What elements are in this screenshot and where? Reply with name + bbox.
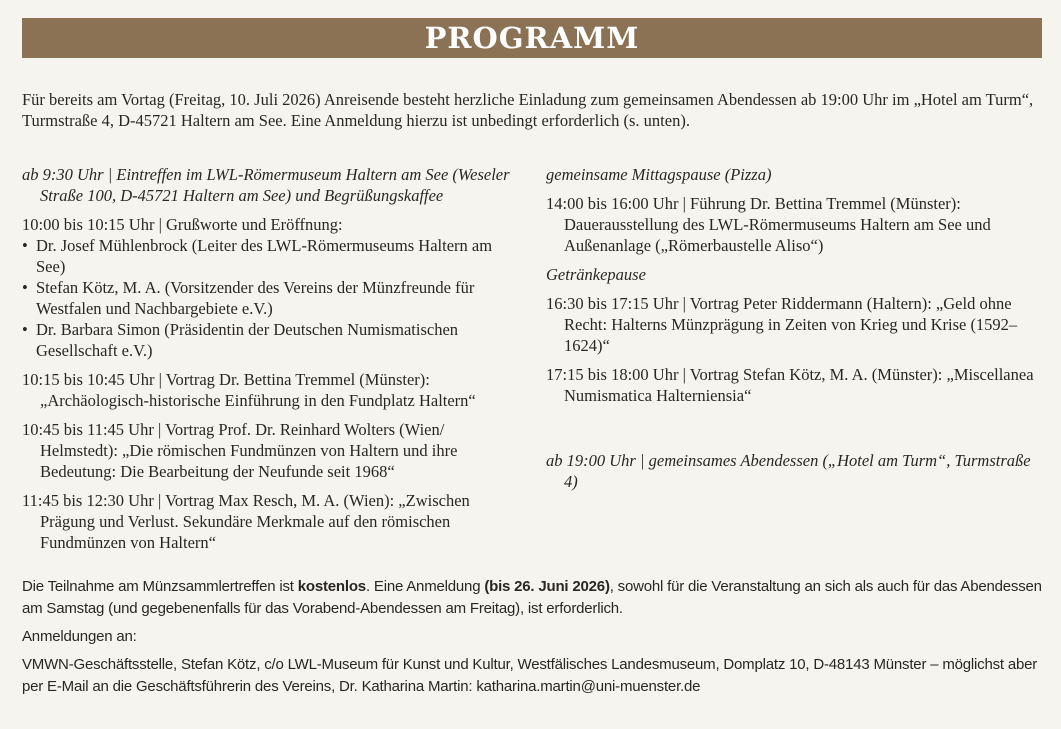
program-entry-tour: 14:00 bis 16:00 Uhr | Führung Dr. Bettina Tremmel (Münster): Dauerausstellung des LWL-Römermuseums Haltern am See und Außenanlage („Römerbaustelle Aliso“): [546, 194, 991, 255]
program-entry-talk-resch: 11:45 bis 12:30 Uhr | Vortrag Max Resch, M. A. (Wien): „Zwischen Prägung und Verlust. Sekundäre Merkmale auf den römischen Fundmünzen von Haltern“: [22, 491, 470, 552]
program-banner: PROGRAMM: [22, 18, 1042, 58]
program-entry-talk-koetz: 17:15 bis 18:00 Uhr | Vortrag Stefan Kötz, M. A. (Münster): „Miscellanea Numismatica Halterniensia“: [546, 365, 1034, 405]
program-entry-talk-wolters: 10:45 bis 11:45 Uhr | Vortrag Prof. Dr. Reinhard Wolters (Wien/ Helmstedt): „Die römischen Fundmünzen von Haltern und ihre Bedeutung: Die Bearbeitung der Neufunde seit 1968“: [22, 420, 458, 481]
welcome-heading: 10:00 bis 10:15 Uhr | Grußworte und Eröffnung:: [22, 215, 343, 234]
program-entry-arrival: ab 9:30 Uhr | Eintreffen im LWL-Römermuseum Haltern am See (Weseler Straße 100, D-45721 Haltern am See) und Begrüßungskaffee: [22, 165, 510, 205]
registration-heading: Anmeldungen an:: [22, 628, 137, 645]
registration-note: Die Teilnahme am Münzsammlertreffen ist kostenlos. Eine Anmeldung (bis 26. Juni 2026), sowohl für die Veranstaltung an sich als auch für das Abendessen am Samstag (und gegebenenfalls für das Vorabend-Abendessen am Freitag), ist erforderlich.: [22, 578, 1042, 617]
welcome-bullet: • Dr. Barbara Simon (Präsidentin der Deutschen Numismatischen Gesellschaft e.V.): [22, 320, 459, 360]
intro-paragraph: Für bereits am Vortag (Freitag, 10. Juli 2026) Anreisende besteht herzliche Einladung zum gemeinsamen Abendessen ab 19:00 Uhr im „Hotel am Turm“, Turmstraße 4, D-45721 Haltern am See. Eine Anmeldung hierzu ist unbedingt erforderlich (s. unten).: [22, 90, 1034, 130]
program-entry-welcome: [22, 214, 522, 361]
registration-address: VMWN-Geschäftsstelle, Stefan Kötz, c/o LWL-Museum für Kunst und Kultur, Westfälisches Landesmuseum, Domplatz 10, D-48143 Münster – möglichst aber per E-Mail an die Geschäftsführerin des Vereins, Dr. Katharina Martin: katharina.martin@uni-muenster.de: [22, 656, 1038, 695]
welcome-bullet: • Stefan Kötz, M. A. (Vorsitzender des Vereins der Münzfreunde für Westfalen und Nachbargebiete e.V.): [22, 278, 475, 318]
program-entry-lunch: gemeinsame Mittagspause (Pizza): [546, 165, 772, 184]
program-entry-talk-riddermann: 16:30 bis 17:15 Uhr | Vortrag Peter Riddermann (Haltern): „Geld ohne Recht: Halterns Münzprägung in Zeiten von Krieg und Krise (1592–1624)“: [546, 294, 1018, 355]
registration-info: [22, 576, 1044, 704]
welcome-bullet: • Dr. Josef Mühlenbrock (Leiter des LWL-Römermuseums Haltern am See): [22, 236, 493, 276]
program-entry-dinner: ab 19:00 Uhr | gemeinsames Abendessen („Hotel am Turm“, Turmstraße 4): [546, 451, 1031, 491]
program-entry-talk-tremmel: 10:15 bis 10:45 Uhr | Vortrag Dr. Bettina Tremmel (Münster): „Archäologisch-historische Einführung in den Fundplatz Haltern“: [22, 370, 476, 410]
program-left-column: [22, 164, 522, 561]
program-right-column: [546, 164, 1044, 500]
program-entry-drinks: Getränkepause: [546, 265, 646, 284]
